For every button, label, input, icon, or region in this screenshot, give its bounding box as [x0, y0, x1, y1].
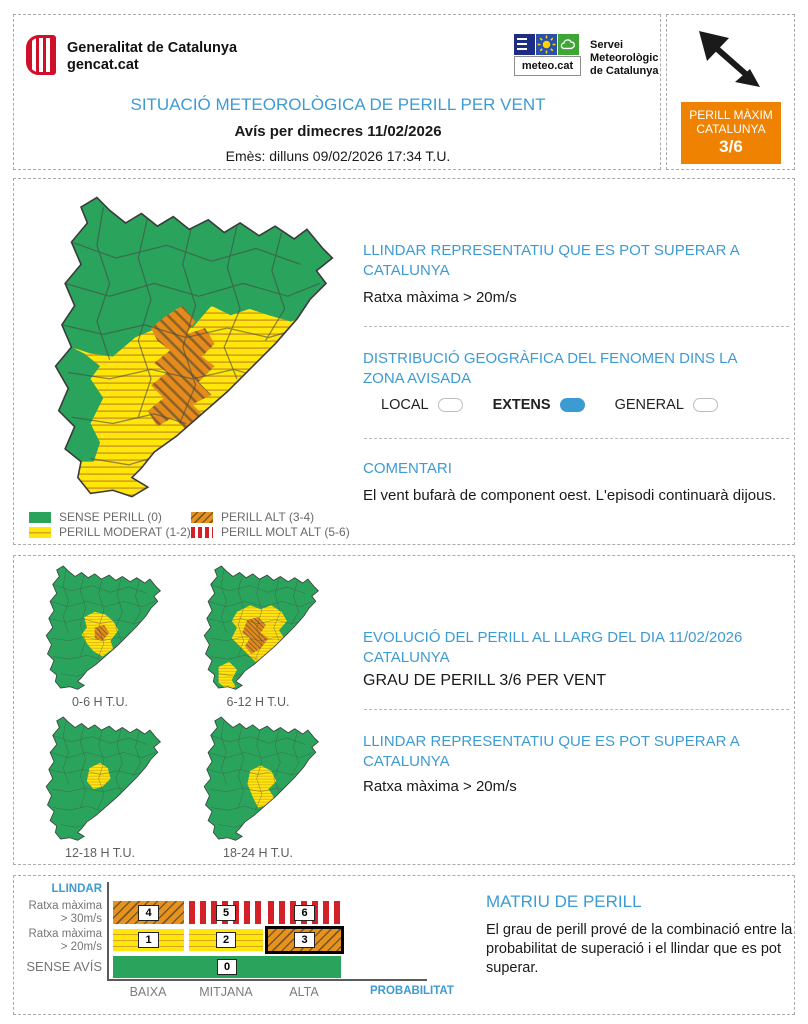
matrix-cell-value: 5 [216, 905, 236, 921]
matrix-cell-4 [113, 901, 184, 924]
max-danger-badge [681, 102, 781, 164]
evolution-map-label: 18-24 H T.U. [223, 846, 293, 860]
matrix-cell-value: 6 [294, 905, 314, 921]
matrix-cell-1 [113, 929, 184, 951]
matrix-heading: MATRIU DE PERILL [486, 892, 642, 911]
legend-swatch-green [29, 512, 51, 523]
evolution-section [13, 555, 795, 865]
matrix-description: El grau de perill prové de la combinació entre la probabilitat de superació i el llindar que es pot superar. [486, 922, 793, 976]
meteocat-name-line: Meteorològic [590, 52, 659, 64]
legend-swatch-red [191, 527, 213, 538]
bulletin-issued: Emès: dilluns 09/02/2026 17:34 T.U. [225, 148, 451, 164]
matrix-cell-value: 3 [294, 932, 314, 948]
matrix-row-label: Ratxa màxima [28, 900, 102, 912]
sun-icon [536, 34, 557, 55]
bulletin-date: Avís per dimecres 11/02/2026 [234, 123, 442, 140]
evolution-map-label: 12-18 H T.U. [65, 846, 135, 860]
divider [364, 709, 789, 710]
matrix-col-label: MITJANA [199, 985, 253, 999]
matrix-cell-value: 0 [217, 959, 237, 975]
matrix-cell-5 [189, 901, 263, 924]
matrix-cell-6 [268, 901, 341, 924]
matrix-row-label: SENSE AVÍS [26, 959, 102, 974]
legend-label: PERILL MODERAT (1-2) [59, 525, 191, 539]
option-extens-label: EXTENS [492, 397, 551, 413]
legend-label: PERILL ALT (3-4) [221, 510, 315, 524]
comment-heading: COMENTARI [363, 460, 452, 477]
evolution-map-12-18 [26, 713, 174, 848]
matrix-cell-3-current [265, 926, 344, 954]
header-panel [13, 14, 661, 170]
matrix-row-label: Ratxa màxima [28, 928, 102, 940]
legend-item [29, 525, 191, 539]
meteocat-logo [514, 34, 581, 76]
bulletin-title: SITUACIÓ METEOROLÒGICA DE PERILL PER VENT [130, 95, 546, 114]
gencat-name: Generalitat de Catalunya [67, 40, 238, 56]
matrix-y-axis-label: LLINDAR [51, 883, 102, 895]
evolution-map-label: 6-12 H T.U. [226, 695, 290, 709]
matrix-x-axis [107, 979, 427, 981]
matrix-cell-0 [113, 956, 341, 978]
legend-label: SENSE PERILL (0) [59, 510, 162, 524]
legend-item [191, 510, 314, 524]
option-local-label: LOCAL [381, 397, 429, 413]
matrix-y-axis [107, 882, 109, 981]
gencat-shield-icon [26, 35, 56, 75]
matrix-col-label: ALTA [289, 985, 319, 999]
max-danger-value: 3/6 [719, 137, 743, 156]
danger-matrix-section [13, 875, 795, 1015]
matrix-cell-2 [189, 929, 263, 951]
evolution-heading: EVOLUCIÓ DEL PERILL AL LLARG DEL DIA 11/02/2026 CATALUNYA [363, 629, 743, 666]
distribution-heading: DISTRIBUCIÓ GEOGRÀFICA DEL FENOMEN DINS LA ZONA AVISADA [363, 350, 737, 387]
threshold-heading: LLINDAR REPRESENTATIU QUE ES POT SUPERAR A CATALUNYA [363, 242, 739, 279]
option-extens-toggle[interactable] [560, 398, 585, 412]
evolution-map-6-12 [184, 562, 332, 697]
legend-swatch-yellow [29, 527, 51, 538]
matrix-cell-value: 4 [138, 905, 158, 921]
evolution-map-18-24 [184, 713, 332, 848]
evolution-grade: GRAU DE PERILL 3/6 PER VENT [363, 672, 607, 689]
matrix-row-label: > 20m/s [60, 941, 102, 953]
max-danger-label2: CATALUNYA [696, 122, 766, 136]
evolution-map-0-6 [26, 562, 174, 697]
matrix-x-axis-label: PROBABILITAT [370, 985, 454, 997]
comment-text: El vent bufarà de component oest. L'episodi continuarà dijous. [363, 487, 777, 504]
matrix-cell-value: 2 [216, 932, 236, 948]
cloud-icon [558, 34, 579, 55]
option-local-toggle[interactable] [438, 398, 463, 412]
distribution-options [381, 397, 718, 413]
legend-item [29, 510, 162, 524]
gencat-domain: gencat.cat [67, 57, 139, 73]
legend-item [191, 525, 350, 539]
divider [364, 326, 789, 327]
meteocat-logo-label: meteo.cat [514, 56, 581, 76]
option-general-toggle[interactable] [693, 398, 718, 412]
matrix-col-label: BAIXA [129, 985, 167, 999]
divider [364, 438, 789, 439]
matrix-cell-value: 1 [138, 932, 158, 948]
catalonia-warning-map [20, 188, 352, 508]
threshold-value: Ratxa màxima > 20m/s [363, 289, 517, 306]
meteocat-name-line: de Catalunya [590, 65, 659, 77]
wind-direction-arrow-icon [691, 25, 771, 100]
threshold-value: Ratxa màxima > 20m/s [363, 778, 517, 795]
fog-lines-icon [514, 34, 535, 55]
threshold-heading: LLINDAR REPRESENTATIU QUE ES POT SUPERAR A CATALUNYA [363, 733, 739, 770]
max-danger-panel [666, 14, 795, 170]
max-danger-label1: PERILL MÀXIM [689, 108, 773, 122]
option-general-label: GENERAL [614, 397, 684, 413]
gencat-logo [26, 35, 56, 75]
warning-map-section [13, 178, 795, 545]
evolution-map-label: 0-6 H T.U. [71, 695, 129, 709]
meteocat-name-line: Servei [590, 39, 624, 51]
legend-label: PERILL MOLT ALT (5-6) [221, 525, 350, 539]
legend-swatch-orange [191, 512, 213, 523]
matrix-row-label: > 30m/s [60, 913, 102, 925]
